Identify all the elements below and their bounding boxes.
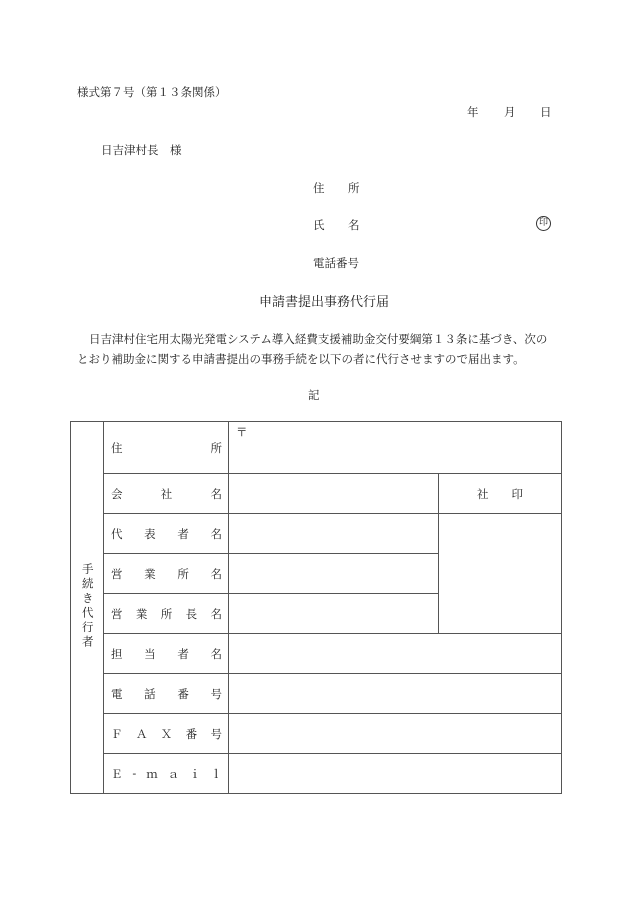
label-char: 所 bbox=[177, 566, 189, 581]
label-char: 住 bbox=[111, 440, 123, 455]
row-label-office-manager bbox=[104, 594, 229, 634]
row-label-office bbox=[104, 554, 229, 594]
label-char: 営 bbox=[111, 606, 123, 621]
form-number: 様式第７号（第１３条関係） bbox=[77, 85, 227, 99]
label-char: 業 bbox=[144, 566, 156, 581]
label-char: 話 bbox=[144, 686, 156, 701]
label-char: 所 bbox=[160, 606, 173, 621]
row-label-fax bbox=[104, 714, 229, 754]
label-char: 名 bbox=[210, 606, 222, 621]
label-char: Ｆ bbox=[111, 726, 123, 741]
row-label-representative bbox=[104, 514, 229, 554]
label-char: 所 bbox=[210, 440, 222, 455]
seal-label-char: 社 bbox=[477, 486, 489, 501]
ki-label: 記 bbox=[308, 388, 320, 402]
row-label-phone bbox=[104, 674, 229, 714]
label-char: 番 bbox=[177, 686, 189, 701]
row-label-address bbox=[104, 422, 229, 474]
body-text: 日吉津村住宅用太陽光発電システム導入経費支援補助金交付要綱第１３条に基づき、次のとおり補助金に関する申請書提出の事務手続を以下の者に代行させますので届出ます。 bbox=[77, 332, 548, 366]
label-char: 号 bbox=[210, 686, 222, 701]
label-char: 号 bbox=[210, 726, 222, 741]
postal-mark: 〒 bbox=[236, 425, 248, 439]
label-char: 名 bbox=[210, 526, 222, 541]
phone-label: 電話番号 bbox=[313, 256, 359, 270]
label-char: 名 bbox=[210, 566, 222, 581]
row-label-email bbox=[104, 754, 229, 794]
label-char: 表 bbox=[144, 526, 156, 541]
document-title: 申請書提出事務代行届 bbox=[259, 295, 390, 310]
company-seal-area[interactable] bbox=[439, 514, 562, 634]
representative-input[interactable] bbox=[229, 514, 439, 554]
label-char: 番 bbox=[185, 726, 198, 741]
label-char: 当 bbox=[144, 646, 156, 661]
row-label-contact-person bbox=[104, 634, 229, 674]
label-char: 担 bbox=[111, 646, 123, 661]
row-label-company bbox=[104, 474, 229, 514]
label-char: ａ bbox=[167, 766, 180, 781]
label-char: 業 bbox=[135, 606, 148, 621]
phone-input[interactable] bbox=[229, 674, 562, 714]
date-year: 年 bbox=[467, 105, 479, 119]
address-label-2: 所 bbox=[348, 181, 360, 195]
address-label-1: 住 bbox=[313, 181, 325, 195]
contact-person-input[interactable] bbox=[229, 634, 562, 674]
label-char: 者 bbox=[177, 526, 189, 541]
name-label-1: 氏 bbox=[313, 218, 325, 232]
label-char: 名 bbox=[210, 646, 222, 661]
label-char: 名 bbox=[210, 486, 222, 501]
label-char: 会 bbox=[111, 486, 123, 501]
side-label: 手続き代行者 bbox=[80, 562, 95, 650]
office-input[interactable] bbox=[229, 554, 439, 594]
name-label-2: 名 bbox=[348, 218, 360, 232]
label-char: 長 bbox=[185, 606, 198, 621]
addressee: 日吉津村長 様 bbox=[101, 143, 182, 157]
fax-input[interactable] bbox=[229, 714, 562, 754]
side-label-cell bbox=[71, 422, 104, 794]
agent-table bbox=[70, 421, 562, 794]
label-char: ｌ bbox=[210, 766, 222, 781]
label-char: ｍ bbox=[146, 766, 158, 781]
label-char: 営 bbox=[111, 566, 123, 581]
label-char: 電 bbox=[111, 686, 123, 701]
date-month: 月 bbox=[504, 105, 516, 119]
label-char: 社 bbox=[160, 486, 173, 501]
label-char: Ａ bbox=[135, 726, 148, 741]
label-char: 者 bbox=[177, 646, 189, 661]
date-day: 日 bbox=[540, 105, 552, 119]
label-char: ｉ bbox=[189, 766, 201, 781]
company-seal-header bbox=[439, 474, 562, 514]
office-manager-input[interactable] bbox=[229, 594, 439, 634]
label-char: 代 bbox=[111, 526, 123, 541]
seal-icon: 印 bbox=[536, 216, 551, 231]
address-input[interactable] bbox=[229, 422, 562, 474]
label-char: - bbox=[132, 765, 137, 780]
seal-label-char: 印 bbox=[511, 486, 523, 501]
label-char: Ｅ bbox=[111, 766, 123, 781]
company-input[interactable] bbox=[229, 474, 439, 514]
email-input[interactable] bbox=[229, 754, 562, 794]
label-char: Ｘ bbox=[160, 726, 173, 741]
